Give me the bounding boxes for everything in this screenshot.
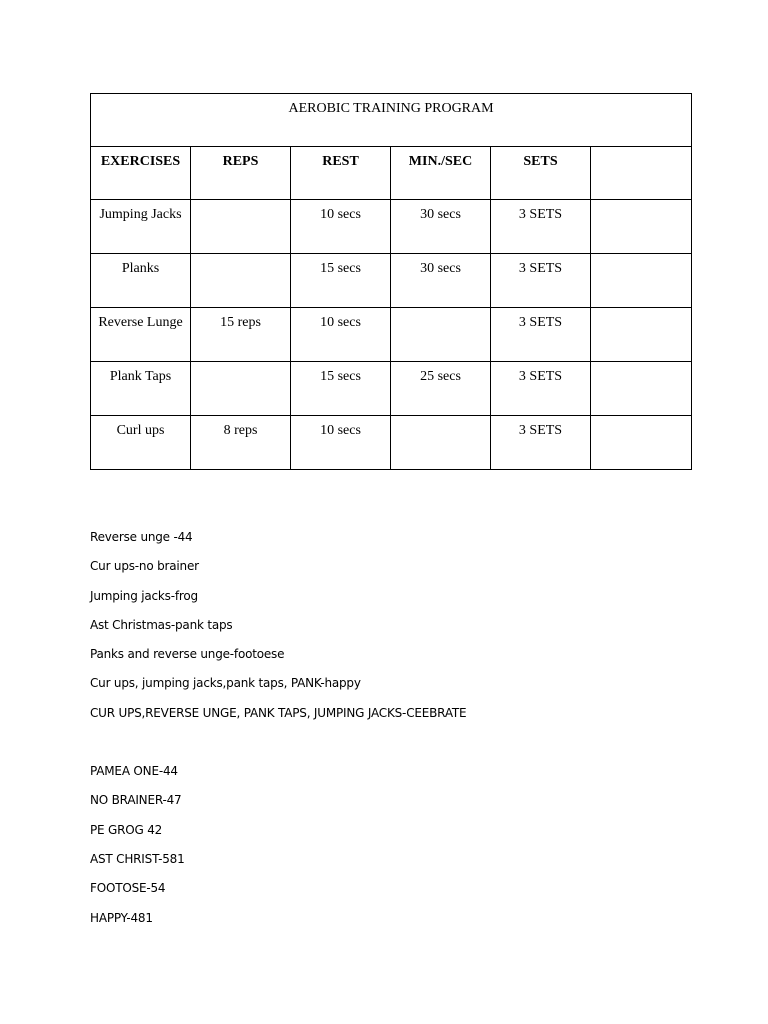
cell-exercise: Reverse Lunge <box>91 308 191 362</box>
cell-sets: 3 SETS <box>491 416 591 470</box>
cell-blank <box>591 416 692 470</box>
note-line: Panks and reverse unge-footoese <box>90 647 285 662</box>
cell-min-sec: 30 secs <box>391 254 491 308</box>
cell-rest: 15 secs <box>291 362 391 416</box>
cell-reps <box>191 362 291 416</box>
table-row <box>91 362 692 416</box>
cell-blank <box>591 200 692 254</box>
cell-min-sec <box>391 308 491 362</box>
cell-exercise: Jumping Jacks <box>91 200 191 254</box>
score-line: HAPPY-481 <box>90 910 153 925</box>
table-row <box>91 200 692 254</box>
table-row <box>91 254 692 308</box>
cell-blank <box>591 308 692 362</box>
note-line: CUR UPS,REVERSE UNGE, PANK TAPS, JUMPING JACKS-CEEBRATE <box>90 705 467 720</box>
cell-min-sec: 30 secs <box>391 200 491 254</box>
cell-rest: 10 secs <box>291 200 391 254</box>
note-line: Jumping jacks-frog <box>90 588 198 603</box>
cell-rest: 10 secs <box>291 308 391 362</box>
cell-reps: 8 reps <box>191 416 291 470</box>
cell-min-sec: 25 secs <box>391 362 491 416</box>
cell-exercise: Plank Taps <box>91 362 191 416</box>
table-row <box>91 308 692 362</box>
note-line: Ast Christmas-pank taps <box>90 617 233 632</box>
cell-sets: 3 SETS <box>491 308 591 362</box>
table-title: AEROBIC TRAINING PROGRAM <box>91 94 692 147</box>
note-line: Cur ups-no brainer <box>90 559 199 574</box>
cell-sets: 3 SETS <box>491 254 591 308</box>
score-line: AST CHRIST-581 <box>90 851 185 866</box>
cell-exercise: Curl ups <box>91 416 191 470</box>
column-header-sets: SETS <box>491 147 591 200</box>
cell-reps: 15 reps <box>191 308 291 362</box>
cell-blank <box>591 254 692 308</box>
cell-sets: 3 SETS <box>491 362 591 416</box>
cell-reps <box>191 254 291 308</box>
cell-blank <box>591 362 692 416</box>
score-line: FOOTOSE-54 <box>90 881 166 896</box>
cell-sets: 3 SETS <box>491 200 591 254</box>
column-header-rest: REST <box>291 147 391 200</box>
cell-exercise: Planks <box>91 254 191 308</box>
column-header-exercises: EXERCISES <box>91 147 191 200</box>
cell-rest: 15 secs <box>291 254 391 308</box>
score-line: PAMEA ONE-44 <box>90 764 178 779</box>
column-header-reps: REPS <box>191 147 291 200</box>
blank-line <box>90 728 466 757</box>
score-line: NO BRAINER-47 <box>90 793 182 808</box>
cell-rest: 10 secs <box>291 416 391 470</box>
column-header-min-sec: MIN./SEC <box>391 147 491 200</box>
table-header-row <box>91 147 692 200</box>
table-title-row <box>91 94 692 147</box>
cell-min-sec <box>391 416 491 470</box>
table-row <box>91 416 692 470</box>
score-line: PE GROG 42 <box>90 822 163 837</box>
cell-reps <box>191 200 291 254</box>
training-program-table <box>90 93 692 470</box>
note-line: Reverse unge -44 <box>90 530 193 544</box>
notes-section <box>90 523 466 933</box>
note-line: Cur ups, jumping jacks,pank taps, PANK-happy <box>90 676 361 691</box>
column-header-blank <box>591 147 692 200</box>
